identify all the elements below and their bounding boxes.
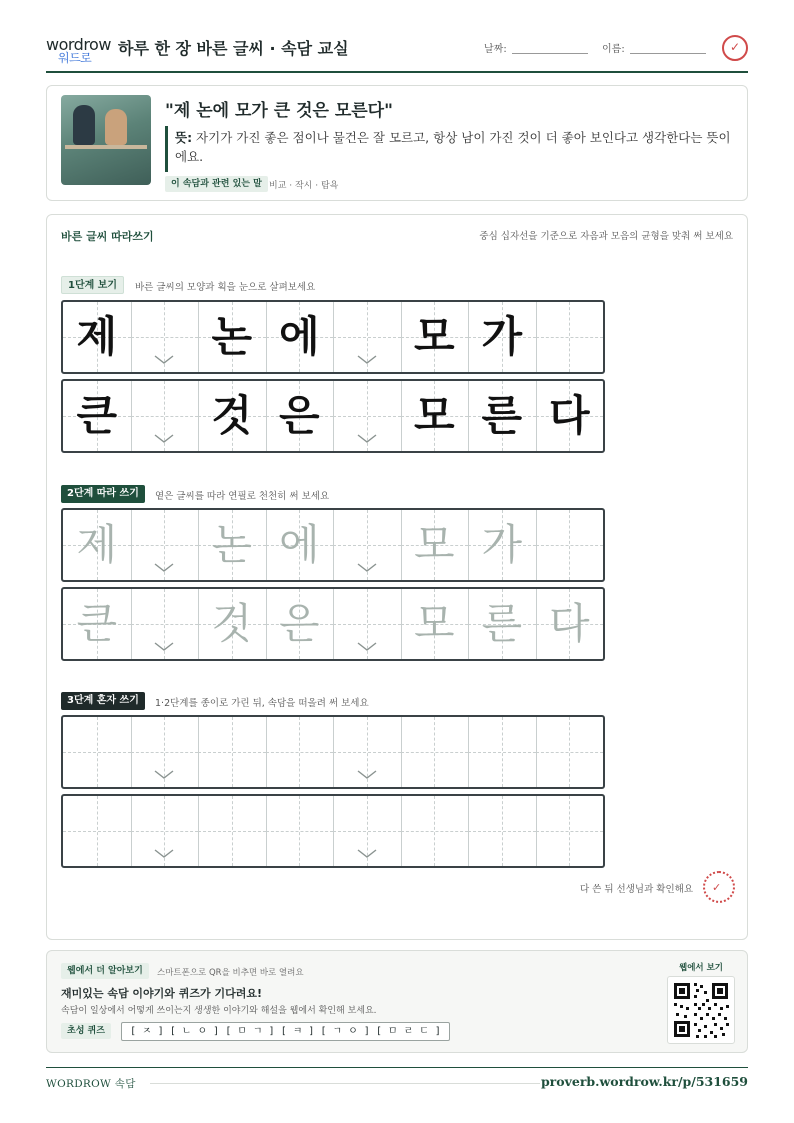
glyph: 에 [278, 312, 320, 361]
writing-cell [536, 381, 604, 451]
writing-cell[interactable] [198, 717, 266, 787]
writing-cell [63, 381, 131, 451]
writing-cell[interactable] [198, 510, 266, 580]
writing-cell [468, 381, 536, 451]
writing-cell[interactable] [536, 796, 604, 866]
writing-cell [266, 381, 334, 451]
meaning-text: 자기가 가진 좋은 점이나 물건은 잘 모르고, 항상 남이 가진 것이 더 좋아 보인다고 생각한다는 뜻이에요. [175, 130, 731, 164]
web-description: 속담이 일상에서 어떻게 쓰이는지 생생한 이야기와 해설을 웹에서 확인해 보세요. [61, 1006, 377, 1016]
writing-cell [198, 381, 266, 451]
space-chevron-icon [356, 433, 378, 445]
step2-tag: 2단계 따라 쓰기 [61, 485, 145, 503]
writing-cell[interactable] [468, 717, 536, 787]
writing-cell[interactable] [401, 717, 469, 787]
space-chevron-icon [153, 354, 175, 366]
footer-url-link[interactable]: proverb.wordrow.kr/p/531659 [540, 1074, 748, 1089]
confirm-note: 다 쓴 뒤 선생님과 확인해요 [579, 884, 693, 895]
header-divider [46, 71, 748, 73]
writing-cell[interactable] [536, 510, 604, 580]
writing-cell[interactable] [266, 717, 334, 787]
glyph: 논 [211, 520, 253, 569]
page-title: 하루 한 장 바른 글씨 · 속담 교실 [118, 39, 349, 58]
step3-row1[interactable] [61, 715, 605, 789]
space-chevron-icon [153, 433, 175, 445]
glyph: 다 [548, 391, 590, 440]
space-chevron-icon [356, 769, 378, 781]
qr-code-icon[interactable] [667, 976, 735, 1044]
web-hint: 스마트폰으로 QR을 비추면 바로 열려요 [157, 968, 304, 978]
writing-cell[interactable] [63, 589, 131, 659]
proverb-illustration [61, 95, 151, 185]
writing-cell [468, 302, 536, 372]
quiz-label: 초성 퀴즈 [61, 1023, 111, 1039]
name-label: 이름: [602, 44, 625, 55]
footer-brand: WORDROW 속담 [46, 1078, 136, 1090]
glyph: 은 [278, 599, 320, 648]
step1-row1 [61, 300, 605, 374]
page-header [46, 32, 748, 72]
glyph: 가 [481, 312, 523, 361]
writing-cell [401, 381, 469, 451]
glyph: 른 [481, 391, 523, 440]
writing-cell[interactable] [198, 589, 266, 659]
writing-cell [198, 302, 266, 372]
space-chevron-icon [153, 848, 175, 860]
glyph: 은 [278, 391, 320, 440]
glyph: 른 [481, 599, 523, 648]
writing-cell [536, 302, 604, 372]
space-chevron-icon [356, 562, 378, 574]
related-label: 이 속담과 관련 있는 말 [165, 176, 268, 192]
qr-pattern [668, 977, 734, 1043]
date-field[interactable] [512, 53, 588, 54]
space-chevron-icon [356, 848, 378, 860]
logo-text: wordrow [46, 35, 111, 54]
space-chevron-icon [153, 769, 175, 781]
proverb-meaning [175, 128, 735, 166]
name-field[interactable] [630, 53, 706, 54]
glyph: 모 [413, 520, 455, 569]
writing-cell[interactable] [63, 717, 131, 787]
glyph: 모 [413, 391, 455, 440]
glyph: 것 [211, 599, 253, 648]
step3-row2[interactable] [61, 794, 605, 868]
practice-hint: 중심 십자선을 기준으로 자음과 모음의 균형을 맞춰 써 보세요 [479, 231, 733, 242]
date-label: 날짜: [484, 44, 507, 55]
writing-cell[interactable] [266, 589, 334, 659]
teacher-stamp-icon: ✓ [703, 871, 735, 903]
logo-sub: 워드로 [58, 51, 92, 65]
practice-title: 바른 글씨 따라쓰기 [61, 230, 154, 243]
check-seal-icon [722, 35, 748, 61]
glyph: 가 [481, 520, 523, 569]
glyph: 모 [413, 312, 455, 361]
step3-hint: 1·2단계를 종이로 가린 뒤, 속담을 떠올려 써 보세요 [155, 698, 369, 709]
step1-tag: 1단계 보기 [61, 276, 124, 294]
footer-divider [46, 1067, 748, 1068]
web-promo-box [46, 950, 748, 1053]
glyph: 것 [211, 391, 253, 440]
related-words: 비교 · 작시 · 탐욕 [269, 181, 339, 191]
writing-cell [63, 302, 131, 372]
glyph: 제 [76, 520, 118, 569]
space-chevron-icon [356, 641, 378, 653]
footer-rule [150, 1083, 540, 1084]
proverb-card [46, 85, 748, 201]
step1-hint: 바른 글씨의 모양과 획을 눈으로 살펴보세요 [135, 282, 316, 293]
writing-cell[interactable] [468, 510, 536, 580]
writing-cell[interactable] [266, 510, 334, 580]
web-tag: 웹에서 더 알아보기 [61, 963, 149, 979]
practice-section [46, 214, 748, 940]
writing-cell[interactable] [63, 510, 131, 580]
step1-row2 [61, 379, 605, 453]
space-chevron-icon [153, 562, 175, 574]
writing-cell[interactable] [198, 796, 266, 866]
step2-hint: 옅은 글씨를 따라 연필로 천천히 써 보세요 [155, 491, 330, 502]
writing-cell[interactable] [536, 589, 604, 659]
glyph: 제 [76, 312, 118, 361]
writing-cell[interactable] [401, 589, 469, 659]
wordrow-logo[interactable] [46, 35, 111, 65]
web-headline: 재미있는 속담 이야기와 퀴즈가 기다려요! [61, 987, 262, 1000]
writing-cell[interactable] [468, 589, 536, 659]
glyph: 큰 [76, 599, 118, 648]
writing-cell[interactable] [63, 796, 131, 866]
step3-tag: 3단계 혼자 쓰기 [61, 692, 145, 710]
glyph: 논 [211, 312, 253, 361]
step2-row1[interactable] [61, 508, 605, 582]
writing-cell[interactable] [468, 796, 536, 866]
glyph: 모 [413, 599, 455, 648]
writing-cell [266, 302, 334, 372]
step2-row2[interactable] [61, 587, 605, 661]
proverb-title: "제 논에 모가 큰 것은 모른다" [165, 101, 393, 121]
writing-cell[interactable] [401, 796, 469, 866]
initial-consonant-quiz: [ ㅈ ] [ ㄴ ㅇ ] [ ㅁ ㄱ ] [ ㅋ ] [ ㄱ ㅇ ] [ ㅁ ㄹ ㄷ ] [121, 1022, 450, 1041]
space-chevron-icon [153, 641, 175, 653]
writing-cell[interactable] [536, 717, 604, 787]
qr-label: 웹에서 보기 [679, 963, 724, 973]
writing-cell [401, 302, 469, 372]
glyph: 에 [278, 520, 320, 569]
glyph: 큰 [76, 391, 118, 440]
space-chevron-icon [356, 354, 378, 366]
writing-cell[interactable] [401, 510, 469, 580]
writing-cell[interactable] [266, 796, 334, 866]
meaning-accent-bar [165, 126, 168, 172]
glyph: 다 [548, 599, 590, 648]
meaning-label: 뜻: [175, 130, 193, 145]
